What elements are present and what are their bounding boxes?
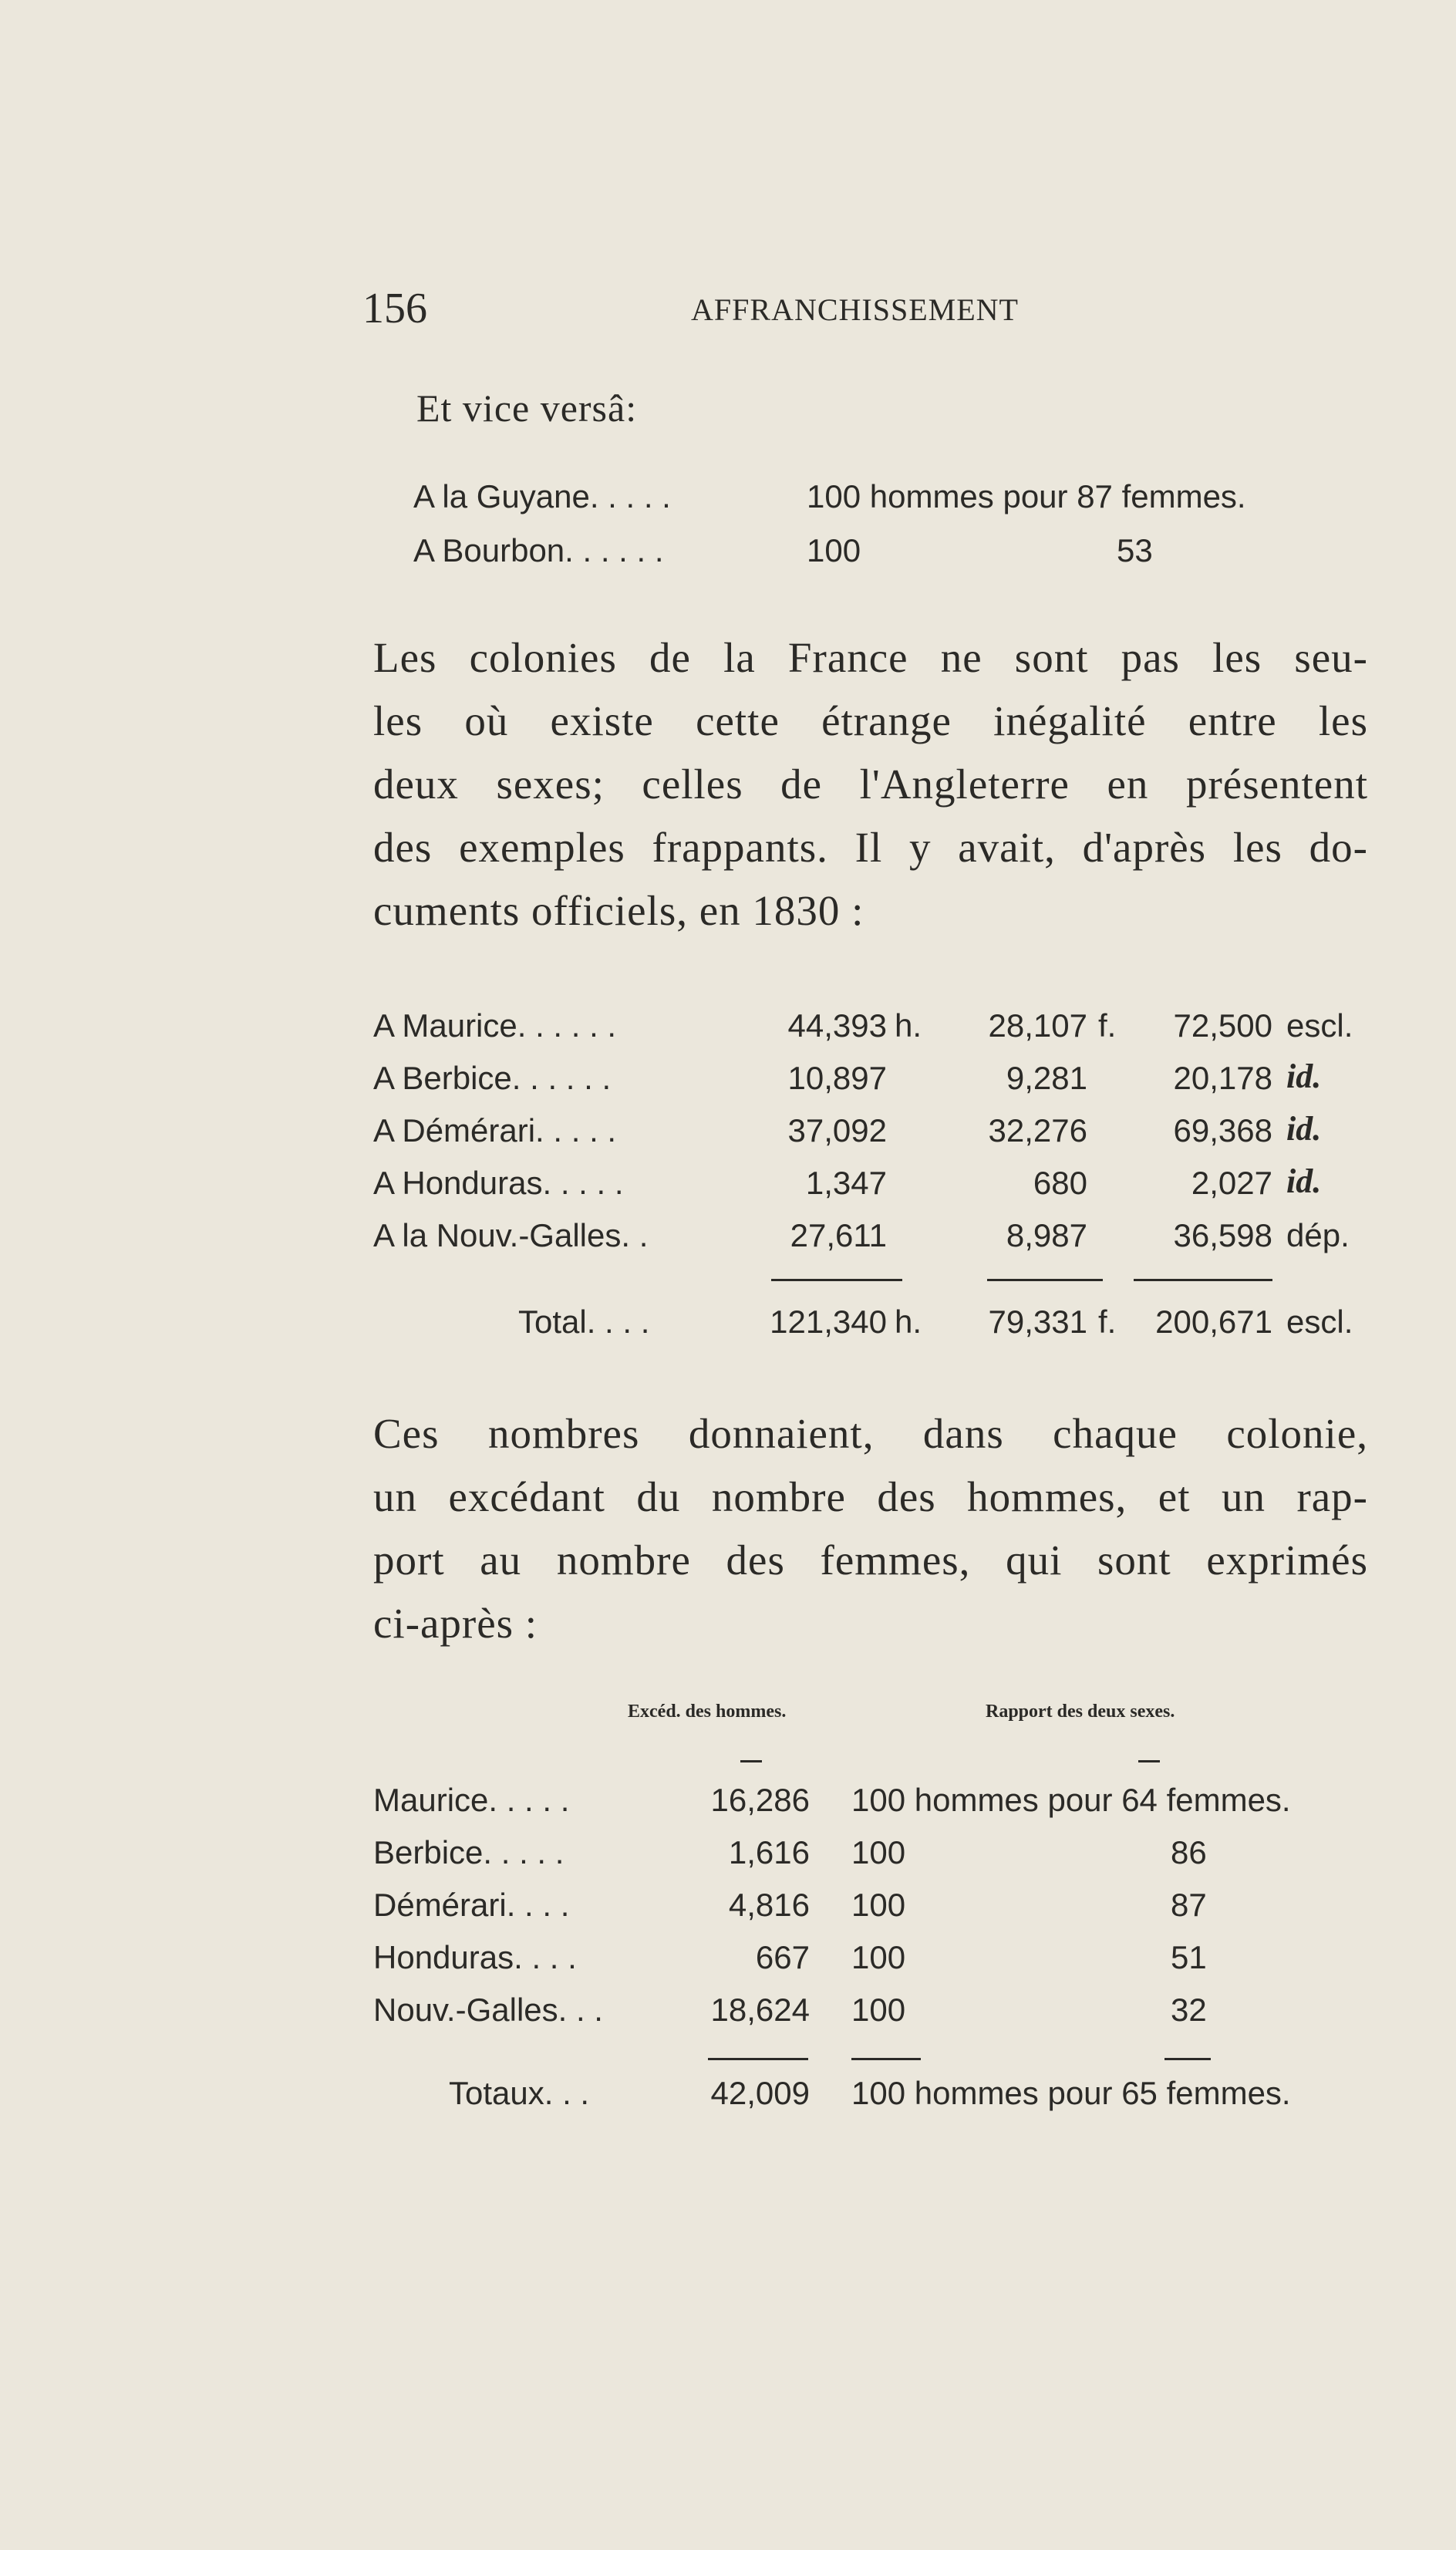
intro-line: Et vice versâ: [416, 386, 638, 430]
table2-total-unit: dép. [1286, 1217, 1350, 1253]
table1-label-bourbon: A Bourbon. . . . . . [413, 532, 664, 568]
paragraph-1-line: des exemples frappants. Il y avait, d'après les do- [373, 824, 1368, 871]
table3-ratio-women: 32 [1171, 1992, 1207, 2028]
table2-women: 680 [1033, 1165, 1087, 1201]
table3-excess: 667 [755, 1939, 810, 1975]
table2-total: 36,598 [1173, 1217, 1272, 1253]
table3-label: Démérari. . . . [373, 1887, 570, 1923]
table3-total-label: Totaux. . . [449, 2075, 590, 2111]
column-dash [1138, 1760, 1160, 1762]
table2-total: 72,500 [1173, 1007, 1272, 1044]
table3-excess: 4,816 [728, 1887, 810, 1923]
column-dash [740, 1760, 762, 1762]
sum-rule [851, 2058, 921, 2060]
paragraph-1-line: deux sexes; celles de l'Angleterre en présentent [373, 761, 1368, 808]
column-header-ratio: Rapport des deux sexes. [986, 1702, 1175, 1722]
table2-total: 20,178 [1173, 1060, 1272, 1096]
paragraph-2-line: un excédant du nombre des hommes, et un rap- [373, 1473, 1368, 1520]
table2-label: A la Nouv.-Galles. . [373, 1217, 649, 1253]
table1-value-bourbon-women: 53 [1117, 532, 1153, 568]
table2-total-unit: id. [1286, 1110, 1322, 1148]
paragraph-2-line: ci-après : [373, 1600, 538, 1647]
table2-total: 69,368 [1173, 1112, 1272, 1149]
paragraph-1-line: cuments officiels, en 1830 : [373, 887, 865, 934]
table2-total-unit: id. [1286, 1057, 1322, 1095]
table3-excess: 18,624 [710, 1992, 810, 2028]
table2-label: A Berbice. . . . . . [373, 1060, 612, 1096]
table3-excess: 16,286 [710, 1782, 810, 1818]
table2-men: 44,393 [787, 1007, 887, 1044]
table2-women: 8,987 [1006, 1217, 1087, 1253]
table2-men: 37,092 [787, 1112, 887, 1149]
column-header-excess: Excéd. des hommes. [628, 1702, 787, 1722]
table3-ratio-women: 87 [1171, 1887, 1207, 1923]
table3-ratio-men: 100 [851, 1887, 906, 1923]
table3-label: Berbice. . . . . [373, 1834, 565, 1870]
table2-women: 32,276 [988, 1112, 1087, 1149]
table3-ratio-men: 100 [851, 1992, 906, 2028]
table2-men: 10,897 [787, 1060, 887, 1096]
table2-total-total-unit: escl. [1286, 1304, 1353, 1340]
table2-total-unit: escl. [1286, 1007, 1353, 1044]
sum-rule [771, 1279, 902, 1281]
page-number: 156 [362, 285, 427, 332]
table2-total-unit: id. [1286, 1162, 1322, 1200]
table2-men: 27,611 [790, 1217, 887, 1253]
table3-ratio-men: 100 [851, 1834, 906, 1870]
paragraph-1-line: Les colonies de la France ne sont pas les seu- [373, 634, 1368, 681]
table2-women: 9,281 [1006, 1060, 1087, 1096]
table2-label: A Maurice. . . . . . [373, 1007, 617, 1044]
table2-total-label: Total. . . . [518, 1304, 650, 1340]
paragraph-2-line: port au nombre des femmes, qui sont exprimés [373, 1536, 1368, 1584]
table2-men-unit: h. [895, 1007, 922, 1044]
sum-rule [987, 1279, 1103, 1281]
table2-men: 1,347 [805, 1165, 887, 1201]
table3-ratio-men: 100 [851, 1939, 906, 1975]
paragraph-1-line: les où existe cette étrange inégalité entre les [373, 697, 1368, 744]
sum-rule [1164, 2058, 1211, 2060]
sum-rule [708, 2058, 808, 2060]
table3-ratio-women: 86 [1171, 1834, 1207, 1870]
table2-women: 28,107 [988, 1007, 1087, 1044]
paragraph-2-line: Ces nombres donnaient, dans chaque colonie, [373, 1410, 1368, 1457]
table2-total-men-unit: h. [895, 1304, 922, 1340]
table2-label: A Démérari. . . . . [373, 1112, 617, 1149]
running-title: AFFRANCHISSEMENT [691, 292, 1019, 327]
table1-value-guyane: 100 hommes pour 87 femmes. [807, 478, 1246, 514]
paragraph-1 [373, 626, 1368, 943]
table1-value-bourbon-men: 100 [807, 532, 861, 568]
sum-rule [1134, 1279, 1272, 1281]
table1-label-guyane: A la Guyane. . . . . [413, 478, 671, 514]
table3-total-ratio: 100 hommes pour 65 femmes. [851, 2075, 1291, 2111]
table3-ratio-women: 51 [1171, 1939, 1207, 1975]
table2-women-unit: f. [1098, 1007, 1117, 1044]
table2-total-total: 200,671 [1155, 1304, 1272, 1340]
table2-total-women: 79,331 [988, 1304, 1087, 1340]
table3-excess: 1,616 [728, 1834, 810, 1870]
table2-total: 2,027 [1191, 1165, 1272, 1201]
table3-label: Honduras. . . . [373, 1939, 577, 1975]
table2-label: A Honduras. . . . . [373, 1165, 624, 1201]
table2-total-women-unit: f. [1098, 1304, 1117, 1340]
table3-ratio: 100 hommes pour 64 femmes. [851, 1782, 1291, 1818]
table3-total-excess: 42,009 [710, 2075, 810, 2111]
table3-label: Maurice. . . . . [373, 1782, 570, 1818]
table3-label: Nouv.-Galles. . . [373, 1992, 603, 2028]
paragraph-2 [373, 1402, 1368, 1655]
table2-total-men: 121,340 [770, 1304, 887, 1340]
